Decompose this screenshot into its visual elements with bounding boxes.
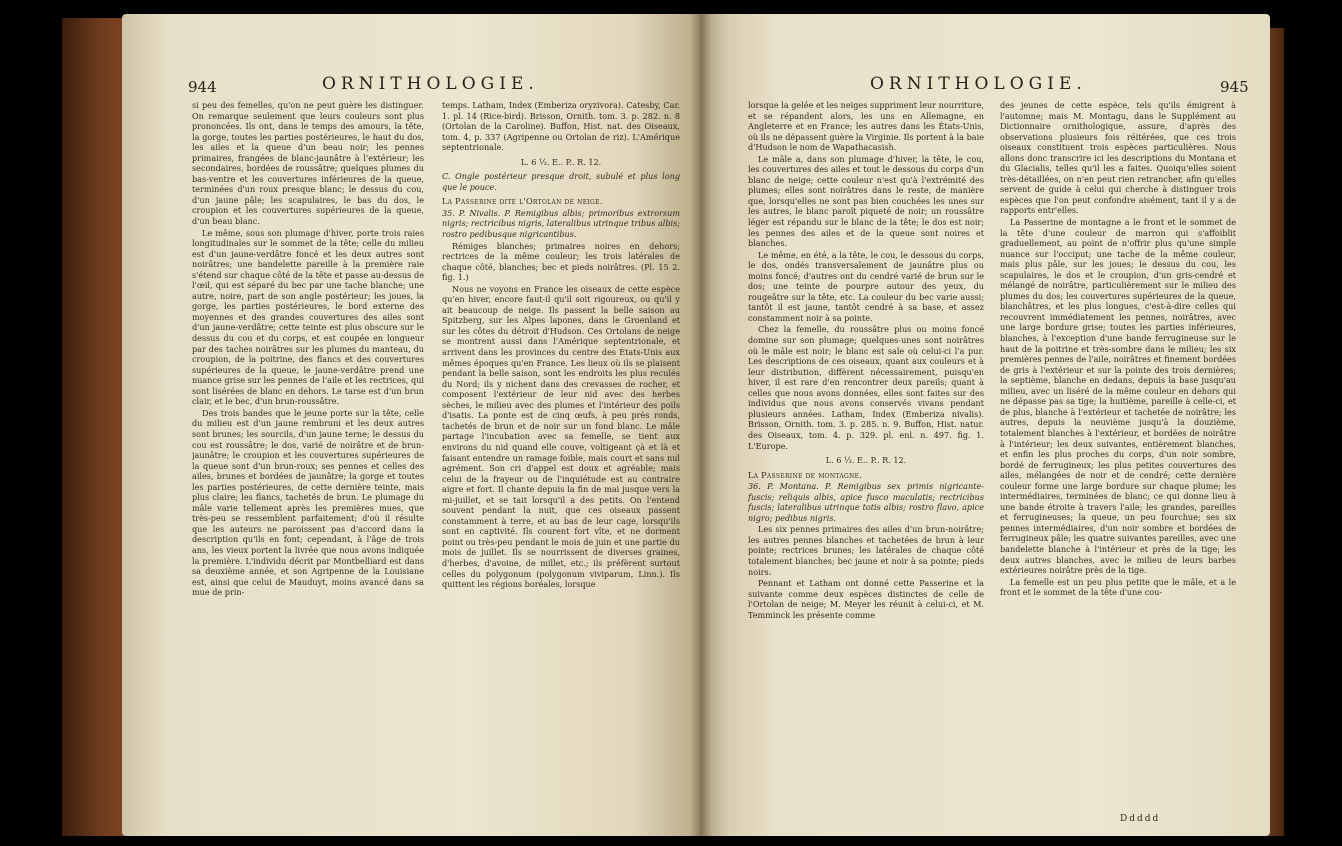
entry-title: La Passerine de montagne. [748, 469, 863, 480]
right-page [700, 14, 1270, 836]
paragraph: Le mâle a, dans son plumage d'hiver, la tête, le cou, les couvertures des ailes et tout le dessous du corps d'un blanc de neige; cette couleur n'est qu'à l'extrémité des plumes; elles sont noirâtres dans le reste, de manière que, lorsqu'elles ne sont pas bien couchées les unes sur les autres, le blanc paroît piqueté de noir; un roussâtre léger est répandu sur le blanc de la tête; le dos est noir; les pennes des ailes et de la queue sont noires et blanches. [748, 153, 984, 249]
paragraph: Des trois bandes que le jeune porte sur la tête, celle du milieu est d'un jaune rembruni et les deux autres sont brunes; les sourcils, d'un jaune terne; le dessus du cou est roussâtre; le dos, varié de noirâtre et de brun-jaunâtre; le croupion et les couvertures supérieures de la queue sont d'un brun-roux; ses pennes et celles des ailes, brunes et bordées de jaunâtre; la gorge et toutes les parties postérieures, de cette dernière teinte, mais plus claire; les flancs, tachetés de brun. Le plumage du mâle varie tellement après les premières mues, que très-peu se ressemblent parfaitement; d'où il résulte que les auteurs ne paroissent pas d'accord dans la description qu'ils en font; cependant, à l'âge de trois ans, les vieux portent la livrée que nous avons indiquée la première. L'individu décrit par Montbelliard est dans sa deuxième année, et son Agripenne de la Louisiane est, ainsi que celui de Mauduyt, moins avancé dans sa mue de prin- [192, 407, 424, 598]
paragraph: La femelle est un peu plus petite que le mâle, et a le front et le sommet de la tête d'une cou- [1000, 576, 1236, 598]
page-number-left: 944 [188, 78, 217, 96]
running-head-right: ORNITHOLOGIE. [870, 74, 1087, 94]
section-heading: C. Ongle postérieur presque droit, subulé et plus long que le pouce. [442, 171, 680, 192]
left-page [122, 14, 700, 836]
paragraph: Chez la femelle, du roussâtre plus ou moins foncé domine sur son plumage; quelques-unes sont noirâtres où le mâle est noir; le blanc est sale où celui-ci l'a pur. Les descriptions de ces oiseaux, quant aux couleurs et à leur distribution, diffèrent nécessairement, puisqu'en hiver, il est rare d'en rencontrer deux pareils; quant à celles que nous avons données, elles sont faites sur des individus que nous avons conservés vivans pendant plusieurs années. Latham, Index (Emberiza nivalis). Brisson, Ornith. tom. 3. p. 285. n. 9. Buffon, Hist. natur. des Oiseaux, tom. 4. p. 329. pl. enl. n. 497. fig. 1. L'Europe. [748, 324, 984, 451]
right-column-2 [1000, 100, 1236, 812]
dimensions: L. 6 ⅓. E.. P.. R. 12. [520, 156, 602, 167]
paragraph: La Passerine de montagne a le front et le sommet de la tête d'une couleur de marron qui s'affoiblit graduellement, au point de n'offrir plus qu'une simple nuance sur l'occiput; une tache de la même couleur, mais plus pâle, sur les joues; le dessus du cou, les scapulaires, le dos et le croupion, d'un gris-cendré et mélangé de noirâtre, particulièrement sur le milieu des plumes du dos; les couvertures supérieures de la queue, blanchâtres, et les plus longues, c'est-à-dire celles qui recouvrent immédiatement les pennes, noirâtres, avec une large bordure grise; toutes les parties inférieures, blanches, à l'exception d'une bande ferrugineuse sur le haut de la poitrine et très-sombre dans le milieu; les six premières pennes de l'aile, noirâtres et finement bordées de gris à l'extérieur et sur la pointe des trois dernières; la septième, blanche en dedans, depuis la base jusqu'au milieu, avec un liséré de la même couleur en dehors qui ne dépasse pas sa tige; la huitième, pareille à celle-ci, et de plus, blanche à l'extérieur et tachetée de noirâtre; les autres, depuis la neuvième jusqu'à la douzième, totalement blanches à l'extérieur, et bordées de noirâtre à l'intérieur; les deux suivantes, entièrement blanches, et enfin les plus proches du corps, d'un noir sombre, bordé de ferrugineux; les plus petites couvertures des ailes, mélangées de noir et de cendré; cette dernière couleur forme une large bordure sur chaque plume; les intermédiaires, terminées de blanc; ce qui donne lieu à une bande étroite à travers l'aile; les grandes, pareilles et ferrugineuses; la queue, un peu fourchue; ses six pennes intermédiaires, d'un noir sombre et bordées de ferrugineux pâle; les quatre suivantes pareilles, avec une bandelette blanche à l'intérieur et près de la tige; les deux autres blanches, avec le milieu de leurs barbes extérieures noirâtre près de la tige. [1000, 217, 1236, 576]
entry-latin: 35. P. Nivalis. P. Remigibus albis; primoribus extrorsum nigris; rectricibus nigris, lateralibus utrinque tribus albis; rostro pedibusque nigricantibus. [442, 207, 680, 240]
paragraph: Rémiges blanches; primaires noires en dehors; rectrices de la même couleur; les trois latérales de chaque côté, blanches; bec et pieds noirâtres. (Pl. 15 2. fig. 1.) [442, 240, 680, 283]
paragraph: Nous ne voyons en France les oiseaux de cette espèce qu'en hiver, encore faut-il qu'il soit rigoureux, ou qu'il y ait beaucoup de neige. Ils passent la belle saison au Spitzberg, sur les Alpes lapones, dans le Groenland et sur les côtes du détroit d'Hudson. Ces Ortolans de neige se montrent aussi dans l'Amérique septentrionale, et arrivent dans les provinces du centre des États-Unis aux mêmes époques qu'en France. Les lieux où ils se plaisent pendant la belle saison, sont les endroits les plus reculés du Nord; ils y nichent dans des crevasses de rocher, et composent l'extérieur de leur nid avec des herbes sèches, le milieu avec des plumes et l'intérieur des poils d'isatis. La ponte est de cinq œufs, à peu près ronds, tachetés de brun et de noir sur un fond blanc. Le mâle partage l'incubation avec sa femelle, se tient aux environs du nid quand elle couve, voltigeant çà et là et faisant entendre un ramage foible, mais court et sans nul agrément. Son cri d'appel est doux et agréable; mais celui de la frayeur ou de l'inquiétude est au contraire aigre et fort. Il chante depuis la fin de mai jusque vers la mi-juillet, et se tait lorsqu'il a des petits. On l'entend souvent pendant la nuit, que ces oiseaux passent constamment à terre, et au bas de leur cage, lorsqu'ils sont en captivité. Ils courent fort vîte, et ne dorment point ou très-peu pendant le mois de juin et une partie du mois de juillet. Ils se nourrissent de diverses graines, d'herbes, d'avoine, de millet, etc.; ils préfèrent surtout celles du polygonum (polygonum viviparum, Linn.). Ils quittent les régions boréales, lorsque [442, 283, 680, 590]
book-gutter [690, 14, 712, 836]
signature-mark: Ddddd [1120, 814, 1161, 824]
dimensions: L. 6 ⅓. E.. P.. R. 12. [825, 455, 907, 466]
page-number-right: 945 [1220, 78, 1249, 96]
entry-title: La Passerine dite l'Ortolan de neige. [442, 196, 603, 207]
paragraph: Pennant et Latham ont donné cette Passerine et la suivante comme deux espèces distinctes de celle de l'Ortolan de neige; M. Meyer les réunit à celui-ci, et M. Temminck les présente comme [748, 578, 984, 620]
paragraph: Les six pennes primaires des ailes d'un brun-noirâtre; les autres pennes blanches et tachetées de brun à leur pointe; rectrices brunes; les latérales de chaque côté totalement blanches; bec jaune et noir à sa pointe; pieds noirs. [748, 524, 984, 577]
paragraph: Le même, en été, a la tête, le cou, le dessous du corps, le dos, ondés transversalement de jaunâtre plus ou moins foncé; d'autres ont du cendré varié de brun sur le dos; une teinte de pourpre autour des yeux, du rougeâtre sur la tête, etc. La couleur du bec varie aussi; tantôt il est jaune, tantôt cendré à sa base, et assez constamment noir à sa pointe. [748, 249, 984, 323]
paragraph: si peu des femelles, qu'on ne peut guère les distinguer. On remarque seulement que leurs couleurs sont plus prononcées. Ils ont, dans le temps des amours, la tête, la gorge, toutes les parties postérieures, le haut du dos, les ailes et la queue d'un beau noir; les pennes primaires, frangées de blanc-jaunâtre à l'extérieur; les secondaires, bordées de roussâtre; quelques plumes du bas-ventre et les couvertures inférieures de la queue, terminées d'un roux presque blanc; le dessus du cou, d'un jaune pâle; les scapulaires, le bas du dos, le croupion et les couvertures supérieures de la queue, d'un beau blanc. [192, 100, 424, 227]
paragraph: Le même, sous son plumage d'hiver, porte trois raies longitudinales sur le sommet de la tête; celle du milieu est d'un jaune-verdâtre foncé et les deux autres sont noirâtres; une bandelette pareille à la première raie s'étend sur chaque côté de la tête et passe au-dessus de l'œil, qui est séparé du bec par une tache blanche; une autre, noire, part de son angle postérieur; les joues, la gorge, les parties postérieures, le bord externe des moyennes et des grandes couvertures des ailes sont d'un jaune-verdâtre; cette teinte est plus obscure sur le dessus du cou et du corps, et est coupée en longueur par des taches noirâtres sur les plumes du manteau, du croupion, de la poitrine, des flancs et des couvertures supérieures de la queue, le jaune-verdâtre prend une nuance grise sur les pennes de l'aile et les rectrices, qui sont lisérées de blanc en dehors. Le tarse est d'un brun clair, et le bec, d'un brun-roussâtre. [192, 227, 424, 407]
paragraph: temps. Latham, Index (Emberiza oryzivora). Catesby, Car. 1. pl. 14 (Rice-bird). Brisson, Ornith. tom. 3. p. 282. n. 8 (Ortolan de la Caroline). Buffon, Hist. nat. des Oiseaux, tom. 4, p. 337 (Agripenne ou Ortolan de riz). L'Amérique septentrionale. [442, 100, 680, 153]
left-column-1 [192, 100, 424, 820]
running-head-left: ORNITHOLOGIE. [322, 74, 539, 94]
paragraph: lorsque la gelée et les neiges suppriment leur nourriture, et se répandent alors, les uns en Allemagne, en Angleterre et en France; les autres dans les États-Unis, où ils ne dépassent guère la Virginie. Ils portent à la baie d'Hudson le nom de Wapathacasish. [748, 100, 984, 153]
book-scan [62, 8, 1284, 836]
paragraph: des jeunes de cette espèce, tels qu'ils émigrent à l'automne; mais M. Montagu, dans le Supplément au Dictionnaire ornithologique, assure, d'après des observations plusieurs fois réitérées, que ces trois oiseaux constituent trois espèces particulières. Nous allons donc transcrire ici les descriptions du Montana et du Glacialis, telles qu'il les a faites. Quoiqu'elles soient très-détaillées, on n'en peut rien retrancher, afin qu'elles servent de guide à celui qui cherche à distinguer trois espèces que l'on peut confondre aisément, tant il y a de rapports entr'elles. [1000, 100, 1236, 216]
left-column-2 [442, 100, 680, 820]
entry-latin: 36. P. Montana. P. Remigibus sex primis nigricante-fuscis; reliquis albis, apice fusco maculatis; rectricibus fuscis; lateralibus utrinque totis albis; rostro flavo, apice nigro; pedibus nigris. [748, 481, 984, 523]
right-column-1 [748, 100, 984, 820]
